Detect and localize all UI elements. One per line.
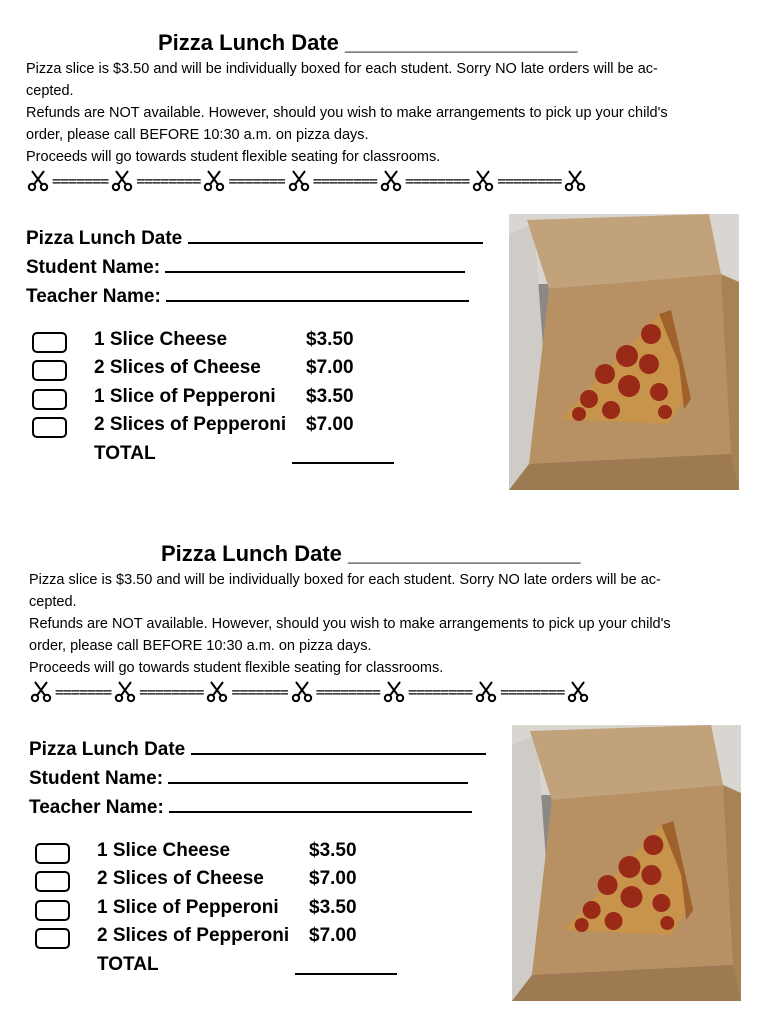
option-row[interactable] [33,897,393,925]
total-label: TOTAL [97,954,159,975]
option-checkbox[interactable] [32,332,67,353]
field-blank[interactable] [166,282,469,302]
option-price: $7.00 [309,868,357,889]
cut-dashes: ======= [231,683,288,701]
instructions-line-3: Refunds are NOT available. However, should you wish to make arrangements to pick up your child's [29,616,671,632]
option-row[interactable] [30,414,390,442]
option-label: 2 Slices of Pepperoni [97,925,290,946]
pizza-lunch-date-field[interactable] [29,735,486,761]
total-label: TOTAL [94,443,156,464]
pizza-box-photo [509,214,739,490]
option-price: $3.50 [309,897,357,918]
instructions-line-5: Proceeds will go towards student flexible seating for classrooms. [29,660,444,676]
option-checkbox[interactable] [32,417,67,438]
instructions-line-1: Pizza slice is $3.50 and will be individually boxed for each student. Sorry NO late orders will be ac- [26,61,658,77]
form-title: Pizza Lunch Date ___________________ [161,541,581,566]
scissors-icon [471,169,495,193]
instructions-line-2: cepted. [29,594,77,610]
cut-dashes: ======= [52,172,109,190]
cut-dashes: ======== [500,683,565,701]
scissors-icon [110,169,134,193]
option-row[interactable] [30,329,390,357]
total-blank[interactable] [292,462,394,464]
option-row[interactable] [33,868,393,896]
cut-dashes: ======== [497,172,562,190]
form-title: Pizza Lunch Date ___________________ [158,30,578,55]
instructions-line-5: Proceeds will go towards student flexible seating for classrooms. [26,149,441,165]
scissors-icon [563,169,587,193]
option-price: $7.00 [306,357,354,378]
instructions-line-2: cepted. [26,83,74,99]
student-name-field[interactable] [29,764,468,790]
scissors-icon [290,680,314,704]
instructions-line-4: order, please call BEFORE 10:30 a.m. on pizza days. [29,638,372,654]
instructions [26,58,738,168]
option-row[interactable] [30,386,390,414]
option-row[interactable] [30,357,390,385]
instructions-line-3: Refunds are NOT available. However, should you wish to make arrangements to pick up your child's [26,105,668,121]
scissors-icon [382,680,406,704]
option-label: 1 Slice Cheese [94,329,228,350]
option-checkbox[interactable] [35,843,70,864]
cut-dashes: ======== [315,683,380,701]
instructions-line-1: Pizza slice is $3.50 and will be individually boxed for each student. Sorry NO late orders will be ac- [29,572,661,588]
field-label: Student Name: [26,257,161,278]
cut-dashes: ======== [136,172,201,190]
field-blank[interactable] [188,224,483,244]
cut-dashes: ======== [404,172,470,190]
option-checkbox[interactable] [35,928,70,949]
cut-dashes: ======== [407,683,473,701]
total-blank[interactable] [295,973,397,975]
student-name-field[interactable] [26,253,465,279]
scissors-icon [379,169,403,193]
cut-line [26,167,736,195]
option-row[interactable] [33,840,393,868]
field-blank[interactable] [169,793,472,813]
option-price: $3.50 [306,386,354,407]
teacher-name-field[interactable] [26,282,469,308]
field-label: Pizza Lunch Date [26,228,183,249]
option-price: $3.50 [309,840,357,861]
field-label: Student Name: [29,768,164,789]
scissors-icon [205,680,229,704]
field-label: Pizza Lunch Date [29,739,186,760]
cut-dashes: ======= [228,172,285,190]
field-blank[interactable] [168,764,468,784]
pizza-box-photo [512,725,741,1001]
cut-dashes: ======== [312,172,377,190]
option-checkbox[interactable] [35,900,70,921]
field-label: Teacher Name: [29,797,164,818]
option-label: 1 Slice of Pepperoni [97,897,279,918]
option-price: $7.00 [306,414,354,435]
option-label: 2 Slices of Cheese [97,868,264,889]
cut-dashes: ======= [55,683,112,701]
field-blank[interactable] [191,735,486,755]
scissors-icon [474,680,498,704]
option-price: $3.50 [306,329,354,350]
option-label: 1 Slice of Pepperoni [94,386,276,407]
option-label: 1 Slice Cheese [97,840,231,861]
option-row[interactable] [33,925,393,953]
teacher-name-field[interactable] [29,793,472,819]
option-checkbox[interactable] [32,360,67,381]
scissors-icon [29,680,53,704]
scissors-icon [287,169,311,193]
pizza-lunch-date-field[interactable] [26,224,483,250]
scissors-icon [202,169,226,193]
cut-dashes: ======== [139,683,204,701]
option-price: $7.00 [309,925,357,946]
option-label: 2 Slices of Pepperoni [94,414,287,435]
cut-line [29,678,739,706]
field-label: Teacher Name: [26,286,161,307]
instructions-line-4: order, please call BEFORE 10:30 a.m. on pizza days. [26,127,369,143]
instructions [29,569,741,679]
option-label: 2 Slices of Cheese [94,357,261,378]
scissors-icon [26,169,50,193]
scissors-icon [566,680,590,704]
option-checkbox[interactable] [35,871,70,892]
field-blank[interactable] [165,253,465,273]
option-checkbox[interactable] [32,389,67,410]
scissors-icon [113,680,137,704]
